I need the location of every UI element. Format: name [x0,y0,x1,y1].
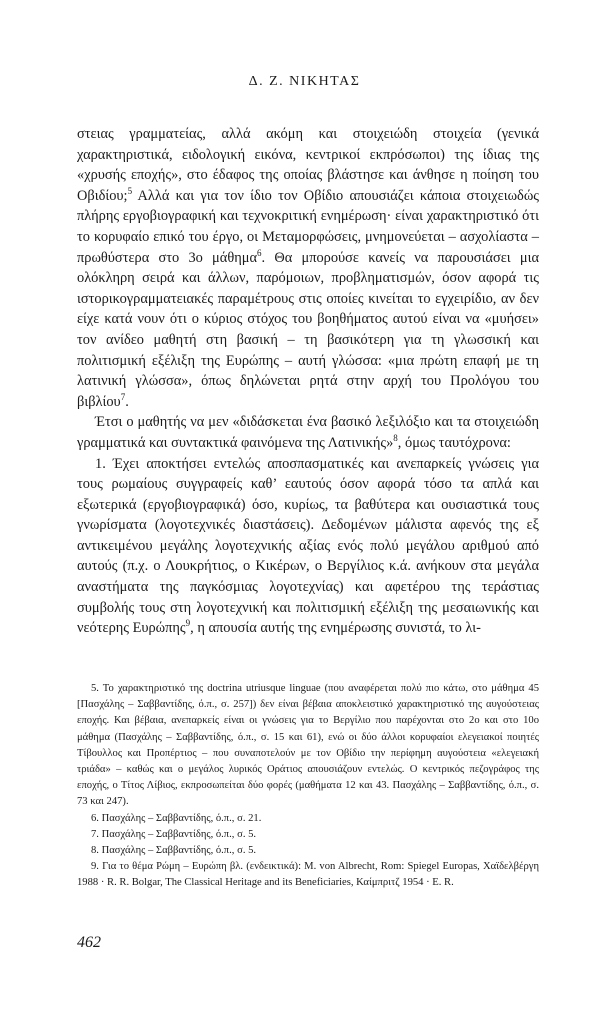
footnote: 8. Πασχάλης – Σαββαντίδης, ό.π., σ. 5. [91,845,257,857]
footnotes [77,681,539,892]
footnote-ref-8: 8 [393,433,398,444]
footnote-ref-7: 7 [120,391,126,402]
running-head: Δ. Ζ. ΝΙΚΗΤΑΣ [248,74,361,89]
footnote-ref-5: 5 [127,185,133,196]
footnote: 5. Το χαρακτηριστικό της doctrina utriusque linguae (που αναφέρεται πολύ πιο κάτω, στο μάθημα 45 [Πασχάλης – Σαββαντίδης, ό.π., σ. 257]) δεν είναι βέβαια αποκλειστικό χαρακτηριστικό της αυγούστειας εποχής. Και βέβαια, ανεπαρκείς είναι οι γνώσεις για το Βεργίλιο που παρέχονται στο 2ο και στο 10ο μάθημα (Πασχάλης – Σαββαντίδης, ό.π., σ. 15 και 61), ενώ οι δύο άλλοι κορυφαίοι ελεγειακοί ποιητές Τίβουλλος και Προπέρτιος – που συναποτελούν με τον Οβίδιο την περίφημη αυγούστεια «ελεγειακή τριάδα» – καθώς και ο μεγάλος λυρικός Οράτιος απουσιάζουν εντελώς. Ο κεντρικός πεζογράφος της εποχής, ο Τίτος Λίβιος, εκπροσωπείται δύο φορές (μαθήματα 12 και 43. Πασχάλης – Σαββαντίδης, ό.π., σ. 73 και 247). [77,683,539,808]
paragraph-3: 1. Έχει αποκτήσει εντελώς αποσπασματικές και ανεπαρκείς γνώσεις για τους ρωμαίους συγγραφείς καθ’ εαυτούς όσον αφορά τόσο τα απλά και εξωτερικά (εργοβιογραφικά) όσο, κυρίως, τα βαθύτερα και ουσιαστικά τους γνωρίσματα (λογοτεχνικές διαστάσεις). Δεδομένων μάλιστα αφενός της εξ αντικειμένου μεγάλης λογοτεχνικής αξίας ενός πολύ μεγάλου αριθμού από αυτούς (π.χ. ο Λουκρήτιος, ο Κικέρων, ο Βεργίλιος κ.ά. ανήκουν στα μεγάλα αναστήματα της παγκόσμιας λογοτεχνίας) και αφετέρου της τεράστιας συμβολής τους στη λογοτεχνική και πολιτισμική εξέλιξη της μεσαιωνικής και νεότερης Ευρώπης$^9$, η απουσία αυτής της ενημέρωσης συνιστά, το λι- [77,455,539,637]
page-number: 462 [77,934,101,951]
footnote: 9. Για το θέμα Ρώμη – Ευρώπη βλ. (ενδεικτικά): M. von Albrecht, Rom: Spiegel Europas, Χαϊδελβέργη 1988 · R. R. Bolgar, The Classical Heritage and its Beneficiaries, Καίμπριτζ 1954 · E. R. [77,861,539,889]
footnote: 7. Πασχάλης – Σαββαντίδης, ό.π., σ. 5. [91,828,257,840]
paragraph-1: στειας γραμματείας, αλλά ακόμη και στοιχειώδη στοιχεία (γενικά χαρακτηριστικά, ειδολογική εικόνα, κεντρικοί εκπρόσωποι) της ίδιας της «χρυσής εποχής», στο έδαφος της οποίας βλάστησε και άνθησε η ποίηση του Οβιδίου;$^5$ Αλλά και για τον ίδιο τον Οβίδιο απουσιάζει κάποια στοιχειωδώς πλήρης εργοβιογραφική και τεχνοκριτική ενημέρωση· είναι χαρακτηριστικό ότι το κορυφαίο επικό του έργο, οι Μεταμορφώσεις, μνημονεύεται – ασχολίαστα – πρωθύστερα στο 3ο μάθημα$^6$. Θα μπορούσε κανείς να παρουσιάσει μια ολόκληρη σειρά και άλλων, παρόμοιων, προβληματισμών, όσον αφορά τις ιστορικογραμματειακές παραμέτρους στις οποίες κινείται το εγχειρίδιο, αν δεν είχε κατά νουν ότι ο κύριος στόχος του βοηθήματος αυτού είναι να «μυήσει» τον ανίδεο μαθητή στη βασική – τη βασικότερη για τη γλωσσική και πολιτισμική εξέλιξη της Ευρώπης – αυτή γλώσσα: «μια πρώτη επαφή με τη λατινική γλώσσα», όπως δηλώνεται ρητά στην αρχή του Προλόγου του βιβλίου$^7$. [77,126,540,410]
footnote-ref-6: 6 [257,247,262,258]
main-text [77,124,539,639]
paragraph-2: Έτσι ο μαθητής να μεν «διδάσκεται ένα βασικό λεξιλόξιο και τα στοιχειώδη γραμματικά και συντακτικά φαινόμενα της Λατινικής»$^8$, όμως ταυτόχρονα: [77,414,539,451]
footnote: 6. Πασχάλης – Σαββαντίδης, ό.π., σ. 21. [91,812,262,824]
footnote-ref-9: 9 [185,618,191,629]
